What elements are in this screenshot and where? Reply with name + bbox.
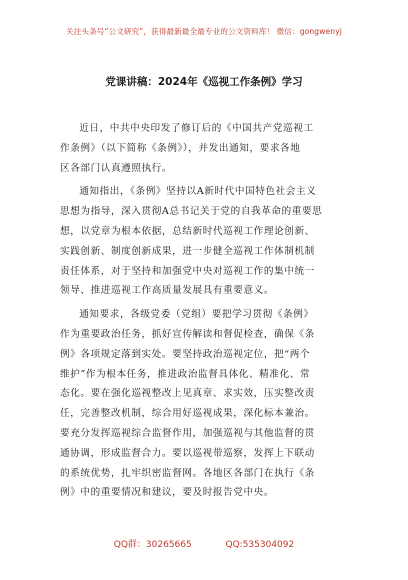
- paragraph-line: 领导、推进巡视工作高质量发展具有重要意义。: [60, 285, 275, 297]
- paragraph-line: 思想为指导，深入贯彻A总书记关于党的自我革命的重要思: [60, 206, 323, 218]
- paragraph-3: [60, 305, 350, 503]
- paragraph-line: 态化。要在强化巡视整改上见真章、求实效，压实整改责: [60, 388, 315, 400]
- paragraph-line: 通知要求，各级党委（党组）要把学习贯彻《条例》: [79, 309, 314, 321]
- paragraph-line: 作为重要政治任务，抓好宣传解读和督促检查，确保《条: [60, 328, 315, 340]
- paragraph-line: 的系统优势，扎牢织密监督网。各地区各部门在执行《条: [60, 467, 315, 479]
- header-banner: 关注头条号“公文研究”，获得最新最全最专业的公文资料库！ 微信：gongwenyj: [66, 27, 342, 36]
- qq-number: QQ:535304092: [225, 540, 295, 550]
- paragraph-line: 想，以党章为根本依据，总结新时代巡视工作理论创新、: [60, 225, 315, 237]
- paragraph-line: 实践创新、制度创新成果，进一步健全巡视工作体制机制: [60, 245, 315, 257]
- footer-contact: [0, 537, 408, 550]
- paragraph-line: 例》中的重要情况和建议，要及时报告党中央。: [60, 487, 275, 499]
- paragraph-line: 区各部门认真遵照执行。: [60, 162, 173, 174]
- paragraph-line: 任，完善整改机制，综合用好巡视成果，深化标本兼治。: [60, 408, 315, 420]
- paragraph-line: 通协调，形成监督合力。要以巡视带巡察，发挥上下联动: [60, 447, 315, 459]
- paragraph-line: 作条例》（以下简称《条例》），并发出通知，要求各地: [60, 142, 301, 154]
- paragraph-2: [60, 182, 350, 301]
- paragraph-line: 通知指出，《条例》坚持以A新时代中国特色社会主义: [79, 186, 317, 198]
- paragraph-line: 例》各项规定落到实处。要坚持政治巡视定位，把“两个: [60, 348, 311, 360]
- paragraph-line: 要充分发挥巡视综合监督作用，加强巡视与其他监督的贯: [60, 427, 315, 439]
- paragraph-line: 责任体系，对于坚持和加强党中央对巡视工作的集中统一: [60, 265, 315, 277]
- document-title: 党课讲稿：2024年《巡视工作条例》学习: [105, 76, 303, 88]
- document-body: [60, 119, 350, 507]
- paragraph-1: [60, 119, 350, 178]
- paragraph-line: 维护”作为根本任务，推进政治监督具体化、精准化、常: [60, 368, 311, 380]
- qq-group-number: QQ群：30265665: [113, 540, 192, 550]
- paragraph-line: 近日，中共中央印发了修订后的《中国共产党巡视工: [79, 123, 314, 134]
